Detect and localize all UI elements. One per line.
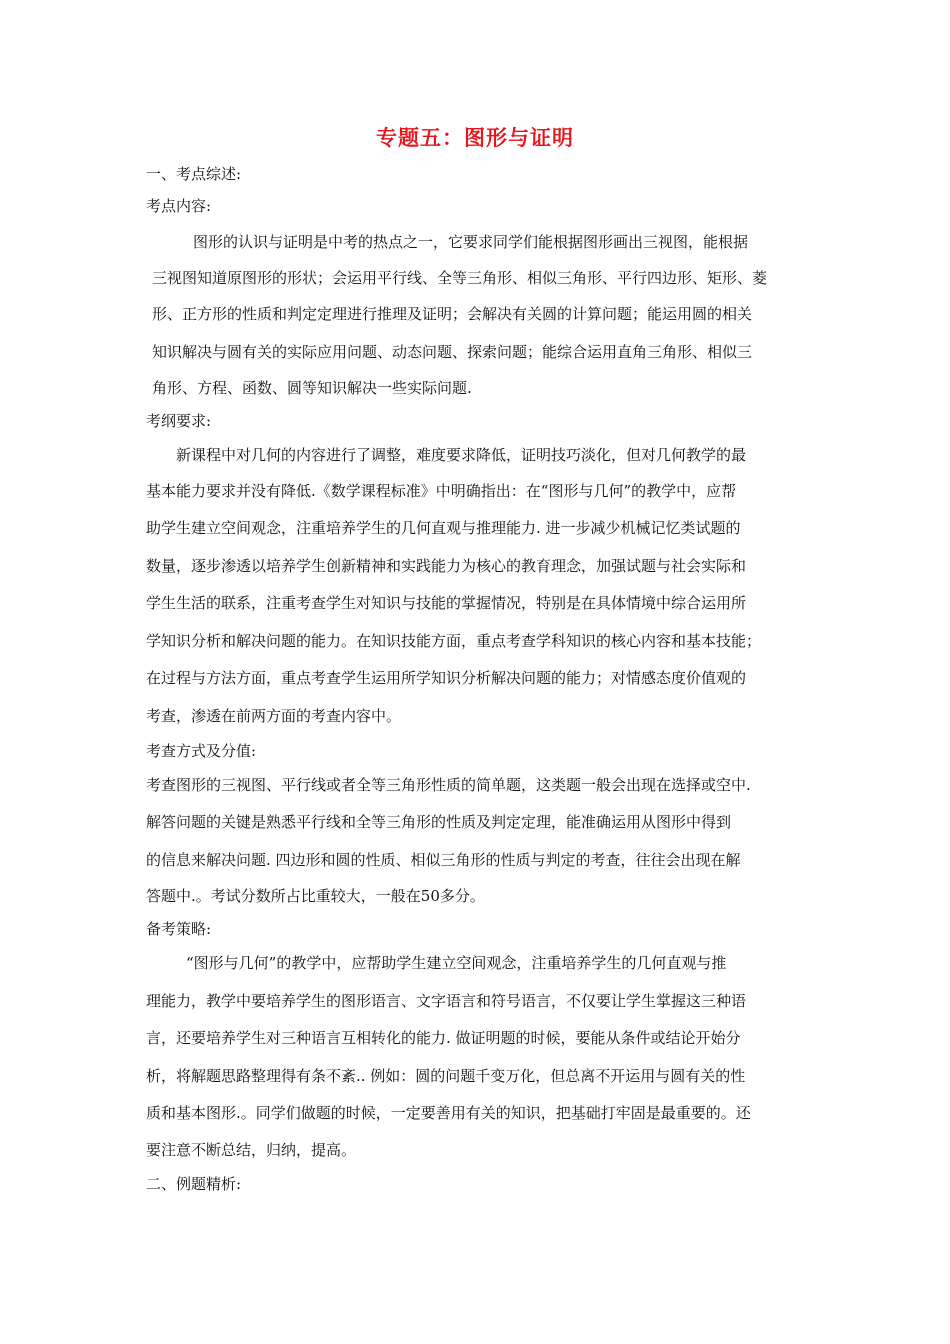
section1-heading: 一、考点综述: [146, 165, 242, 183]
content-line: 形、正方形的性质和判定定理进行推理及证明；会解决有关圆的计算问题；能运用圆的相关 [152, 305, 753, 323]
outline-line: 学知识分析和解决问题的能力。在知识技能方面，重点考查学科知识的核心内容和基本技能； [146, 632, 762, 650]
content-line: 知识解决与圆有关的实际应用问题、动态问题、探索问题；能综合运用直角三角形、相似三 [152, 343, 753, 361]
outline-line: 考查，渗透在前两方面的考查内容中。 [146, 707, 402, 725]
content-line: 角形、方程、函数、圆等知识解决一些实际问题. [152, 379, 472, 397]
section2-heading: 二、例题精析: [146, 1175, 242, 1193]
strategy-line: 析，将解题思路整理得有条不紊.. 例如：圆的问题千变万化，但总离不开运用与圆有关的性 [146, 1067, 746, 1085]
strategy-line: 理能力，教学中要培养学生的图形语言、文字语言和符号语言，不仅要让学生掌握这三种语 [146, 992, 747, 1010]
outline-line: 在过程与方法方面，重点考查学生运用所学知识分析解决问题的能力；对情感态度价值观的 [146, 669, 747, 687]
method-line: 答题中.。考试分数所占比重较大，一般在50多分。 [146, 887, 485, 905]
strategy-line: 要注意不断总结，归纳，提高。 [146, 1141, 357, 1159]
outline-heading: 考纲要求: [146, 412, 212, 430]
strategy-line: 质和基本图形.。同学们做题的时候，一定要善用有关的知识，把基础打牢固是最重要的。还 [146, 1104, 751, 1122]
outline-line: 数量，逐步渗透以培养学生创新精神和实践能力为核心的教育理念，加强试题与社会实际和 [146, 557, 747, 575]
outline-line: 学生生活的联系，注重考查学生对知识与技能的掌握情况，特别是在具体情境中综合运用所 [146, 594, 747, 612]
outline-line: 基本能力要求并没有降低.《数学课程标准》中明确指出：在“图形与几何”的教学中，应帮 [146, 482, 737, 500]
method-line: 解答问题的关键是熟悉平行线和全等三角形的性质及判定定理，能准确运用从图形中得到 [146, 813, 732, 831]
content-heading: 考点内容: [146, 197, 212, 215]
outline-line: 新课程中对几何的内容进行了调整，难度要求降低，证明技巧淡化，但对几何教学的最 [176, 446, 747, 464]
content-line: 三视图知道原图形的形状；会运用平行线、全等三角形、相似三角形、平行四边形、矩形、菱 [152, 269, 768, 287]
method-heading: 考查方式及分值: [146, 742, 257, 760]
method-line: 考查图形的三视图、平行线或者全等三角形性质的简单题，这类题一般会出现在选择或空中. [146, 776, 751, 794]
page-title: 专题五：图形与证明 [376, 126, 574, 150]
strategy-line: “图形与几何”的教学中，应帮助学生建立空间观念，注重培养学生的几何直观与推 [186, 954, 727, 972]
strategy-heading: 备考策略: [146, 920, 212, 938]
strategy-line: 言，还要培养学生对三种语言互相转化的能力. 做证明题的时候，要能从条件或结论开始分 [146, 1029, 741, 1047]
content-line: 图形的认识与证明是中考的热点之一，它要求同学们能根据图形画出三视图，能根据 [193, 233, 749, 251]
outline-line: 助学生建立空间观念，注重培养学生的几何直观与推理能力. 进一步减少机械记忆类试题的 [146, 519, 741, 537]
method-line: 的信息来解决问题. 四边形和圆的性质、相似三角形的性质与判定的考查，往往会出现在解 [146, 851, 741, 869]
